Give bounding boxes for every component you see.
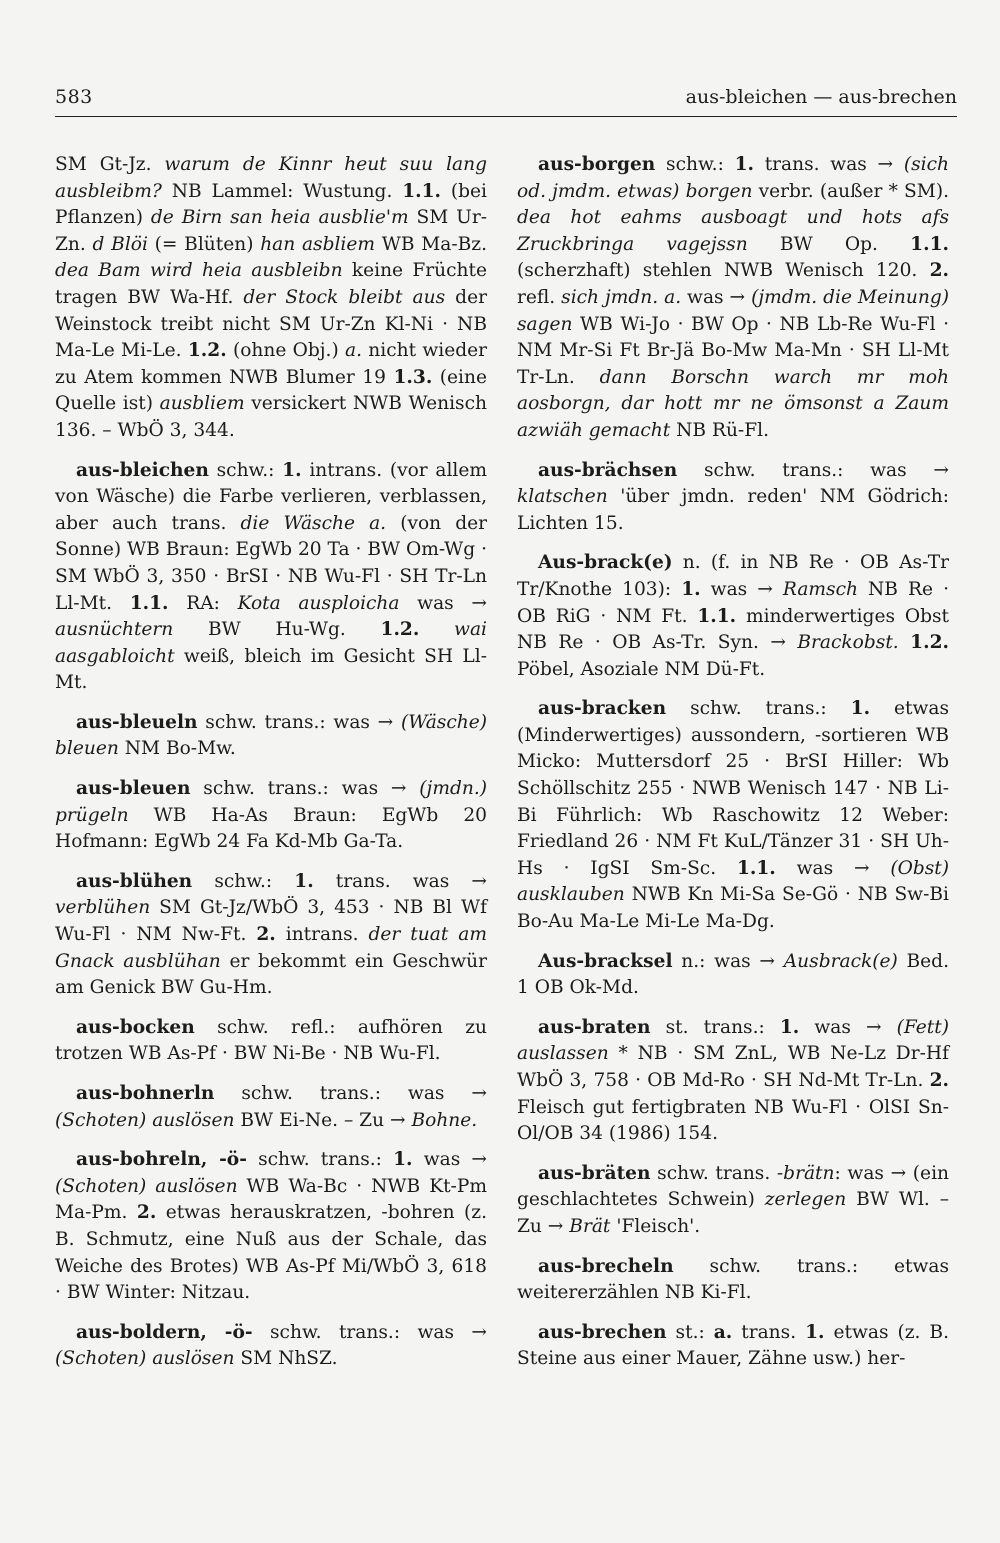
sense-number: 1. [779, 1016, 800, 1038]
entry-text: WB Ha-As Braun: EgWb 20 Hofmann: EgWb 24 Fa Kd-Mb Ga-Ta. [55, 804, 487, 853]
entry-text: Bed. 1 OB Ok-Md. [517, 950, 949, 999]
entry-text: trans. [732, 1321, 806, 1343]
entry-text: (= Blüten) [147, 233, 261, 255]
sense-number: 2. [256, 924, 276, 946]
example-text: dea hot eahms ausboagt und hots afs Zruckbringa vagejssn [517, 207, 949, 255]
sense-number: 2. [929, 1070, 949, 1091]
entry-text: st. trans.: [650, 1016, 780, 1038]
entry-text: (von der Sonne) WB Braun: EgWb 20 Ta · BW Om-Wg · SM WbÖ 3, 350 · BrSI · NB Wu-Fl · SH Tr-Ln Ll-Mt. [55, 512, 488, 614]
example-text: Ausbrack(e) [783, 950, 898, 972]
example-text: Brackobst. [797, 632, 899, 654]
example-text: der tuat am Gnack ausblühan [55, 924, 487, 972]
entry-text: trans. was → [313, 870, 487, 892]
entry-text: Pöbel, Asoziale NM Dü-Ft. [517, 658, 766, 680]
entry-aus-bluehen [55, 869, 487, 1002]
entry-aus-brecheln [517, 1254, 949, 1307]
sense-number: 1. [734, 154, 754, 175]
example-text: klatschen [517, 486, 608, 508]
example-text: ausbliem [159, 393, 245, 415]
entry-text: Fleisch gut fertigbraten NB Wu-Fl · OlSI Sn-Ol/OB 34 (1986) 154. [517, 1096, 949, 1145]
example-text: (jmdn.) prügeln [55, 778, 487, 826]
sense-number: 1.1. [736, 857, 776, 879]
entry-text: WB Wa-Bc · NWB Kt-Pm Ma-Pm. [55, 1175, 487, 1224]
headword: aus-bocken [76, 1016, 195, 1038]
page-number: 583 [55, 86, 93, 108]
entry-aus-bracksel [517, 949, 949, 1002]
entry-text: was → [412, 1149, 487, 1171]
left-column [55, 152, 487, 1386]
entry-text [419, 619, 454, 640]
entry-text: schw. trans.: etwas weitererzählen NB Ki-Fl. [517, 1255, 949, 1304]
entry-text: WB Ma-Bz. [375, 233, 487, 255]
entry-text: schw. trans.: was → [190, 778, 420, 800]
sense-number: 1. [805, 1321, 825, 1343]
headword: aus-bohnerln [76, 1083, 215, 1104]
entry-aus-bleichen [55, 458, 487, 697]
entry-text: schw. trans.: was → [214, 1083, 487, 1104]
entry-text: was → [775, 857, 891, 879]
entry-aus-brechen [517, 1320, 949, 1373]
sense-number: 1. [294, 870, 314, 892]
entry-text: NWB Kn Mi-Sa Se-Gö · NB Sw-Bi Bo-Au Ma-Le Mi-Le Ma-Dg. [517, 884, 949, 933]
entry-aus-bohreln [55, 1147, 487, 1307]
headword: aus-borgen [538, 154, 656, 175]
entry-text: was → [799, 1016, 897, 1038]
entry-text: was → [700, 578, 783, 600]
entry-aus-braeten [517, 1161, 949, 1241]
example-text: han asbliem [260, 233, 375, 255]
example-text: wai aasgabloicht [55, 619, 487, 667]
sense-number: 1. [282, 459, 302, 481]
entry-text: intrans. (vor allem von Wäsche) die Farbe verlieren, verblassen, aber auch trans. [55, 459, 488, 534]
entry-text: BW Ei-Ne. – Zu → [234, 1109, 412, 1131]
sense-number: 1.2. [187, 340, 227, 362]
entry-text: schw. trans.: [666, 698, 851, 720]
entry-text: intrans. [275, 924, 369, 946]
example-text: die Wäsche a. [240, 512, 387, 534]
entry-aus-bocken [55, 1015, 487, 1068]
example-text: Bohne. [411, 1109, 478, 1131]
sense-number: 1.1. [910, 233, 949, 255]
example-text: (Schoten) auslösen [55, 1109, 235, 1131]
entry-text: trans. was → [753, 154, 904, 175]
entry-text: was → [681, 286, 752, 308]
headword: Aus-brack(e) [538, 552, 673, 574]
entry-text: 'Fleisch'. [610, 1215, 701, 1237]
sense-number: 1.2. [910, 632, 949, 654]
entry-text: NB Re · OB RiG · NM Ft. [517, 578, 949, 627]
headword: aus-bräten [538, 1162, 651, 1184]
sense-number: 1. [393, 1149, 413, 1171]
entry-text: schw.: [655, 154, 735, 175]
entry-text: n.: was → [672, 950, 784, 972]
entry-text: * NB · SM ZnL, WB Ne-Lz Dr-Hf WbÖ 3, 758 · OB Md-Ro · SH Nd-Mt Tr-Ln. [517, 1043, 949, 1091]
headword: aus-brechen [538, 1321, 667, 1343]
entry-text: n. (f. in NB Re · OB As-Tr Tr/Knothe 103): [517, 552, 949, 600]
example-text: (Obst) ausklauben [517, 857, 949, 906]
entry-text: WB Wi-Jo · BW Op · NB Lb-Re Wu-Fl · NM Mr-Si Ft Br-Jä Bo-Mw Ma-Mn · SH Ll-Mt Tr-Ln. [517, 313, 949, 388]
entry-text: : was → (ein geschlachtetes Schwein) [517, 1162, 949, 1211]
headword: aus-boldern, -ö- [76, 1321, 253, 1343]
sense-number: 2. [136, 1202, 157, 1224]
example-text: -brätn [776, 1162, 835, 1184]
entry-text: keine Früchte tragen BW Wa-Hf. [55, 260, 487, 308]
sense-number: 1.2. [380, 619, 420, 641]
entry-text: etwas (z. B. Steine aus einer Mauer, Zähne usw.) her- [517, 1321, 949, 1370]
entry-text: NB Rü-Fl. [670, 419, 769, 441]
page-header [55, 86, 957, 117]
entry-text: was → [399, 592, 487, 614]
example-text: sich jmdn. a. [561, 286, 682, 308]
entry-text: (bei Pflanzen) [55, 180, 487, 229]
entry-text: SM NhSZ. [234, 1348, 338, 1370]
entry-aus-bohnerln [55, 1081, 487, 1134]
example-text: a. [345, 340, 363, 362]
headword: Aus-bracksel [538, 950, 673, 972]
entry-text: SM Ur-Zn. [55, 207, 488, 255]
entry-aus-bleiben-cont [55, 152, 487, 445]
entry-text: refl. [517, 286, 562, 308]
example-text: (jmdm. die Meinung) sagen [517, 286, 949, 335]
sense-number: 1.3. [393, 366, 433, 388]
entry-text: schw. trans.: was → [677, 459, 949, 481]
example-text: (sich od. jmdm. etwas) borgen [517, 154, 949, 202]
example-text: der Stock bleibt aus [243, 286, 446, 308]
entry-text: BW Op. [747, 233, 911, 255]
entry-text: NB Lammel: Wustung. [161, 180, 403, 202]
entry-aus-boldern [55, 1320, 487, 1373]
example-text: (Schoten) auslösen [55, 1175, 238, 1197]
entry-text: schw.: [208, 459, 283, 481]
entry-text: der Weinstock treibt nicht SM Ur-Zn Kl-Ni · NB Ma-Le Mi-Le. [55, 286, 487, 362]
entry-text: schw. trans.: was → [252, 1321, 487, 1343]
sense-number: 2. [929, 260, 949, 282]
entry-aus-bleueln [55, 710, 487, 763]
entry-text: schw.: [192, 870, 295, 892]
entry-text: (eine Quelle ist) [55, 366, 487, 415]
entry-text: NM Bo-Mw. [118, 738, 236, 760]
example-text: Ramsch [782, 578, 858, 600]
entry-aus-borgen [517, 152, 949, 445]
headword: aus-bleueln [76, 711, 198, 733]
example-text: d Blöi [92, 233, 148, 255]
headword: aus-bleichen [76, 459, 209, 481]
headword: aus-bohreln, -ö- [76, 1149, 247, 1171]
right-column [517, 152, 949, 1386]
entry-text: 'über jmdn. reden' NM Gödrich: Lichten 15. [517, 486, 949, 534]
entry-aus-braten [517, 1015, 949, 1148]
sense-number: 1.1. [697, 605, 737, 627]
entry-aus-bracken [517, 696, 949, 935]
entry-aus-braechsen [517, 458, 949, 538]
running-head: aus-bleichen — aus-brechen [685, 86, 957, 108]
entry-text: schw. trans.: [246, 1149, 394, 1171]
sense-number: 1. [681, 578, 701, 600]
example-text: warum de Kinnr heut suu lang ausbleibm? [55, 154, 487, 202]
entry-text: SM Gt-Jz. [55, 154, 165, 175]
entry-text: RA: [168, 592, 238, 614]
entry-text: er bekommt ein Geschwür am Genick BW Gu-Hm. [55, 950, 487, 999]
entry-text: (scherzhaft) stehlen NWB Wenisch 120. [517, 260, 930, 282]
example-text: zerlegen [764, 1189, 847, 1211]
example-text: verblühen [55, 897, 151, 919]
headword: aus-bracken [538, 698, 667, 720]
example-text: (Fett) auslassen [517, 1016, 949, 1065]
entry-text: BW Wl. – Zu → [517, 1189, 950, 1237]
entry-text: weiß, bleich im Gesicht SH Ll-Mt. [55, 645, 487, 694]
example-text: de Birn san heia ausblie'm [150, 207, 409, 229]
headword: aus-blühen [76, 870, 193, 892]
sense-number: a. [713, 1321, 733, 1343]
sense-number: 1. [850, 698, 871, 720]
entry-text: schw. trans. [650, 1162, 777, 1184]
example-text: ausnüchtern [55, 619, 174, 641]
sense-number: 1.1. [402, 180, 442, 202]
headword: aus-braten [538, 1016, 651, 1038]
entry-text: minderwertiges Obst NB Re · OB As-Tr. Syn. → [517, 605, 949, 654]
entry-text: BW Hu-Wg. [173, 619, 381, 641]
entry-aus-bleuen [55, 776, 487, 856]
entry-aus-brack [517, 550, 949, 683]
entry-text: schw. trans.: was → [197, 711, 401, 733]
example-text: dann Borschn warch mr moh aosborgn, dar hott mr ne ömsonst a Zaum azwiäh gemacht [517, 366, 949, 441]
example-text: Kota ausploicha [237, 592, 400, 614]
entry-text [899, 632, 910, 653]
example-text: (Schoten) auslösen [55, 1348, 235, 1370]
entry-text: etwas herauskratzen, -bohren (z. B. Schmutz, eine Nuß aus der Schale, das Weiche des Brotes) WB As-Pf Mi/WbÖ 3, 618 · BW Winter: Nitzau. [55, 1202, 487, 1304]
entry-text: schw. refl.: aufhören zu trotzen WB As-Pf · BW Ni-Be · NB Wu-Fl. [55, 1016, 487, 1065]
example-text: (Wäsche) bleuen [55, 711, 487, 760]
entry-text: versickert NWB Wenisch 136. – WbÖ 3, 344. [55, 393, 487, 441]
entry-text: st.: [666, 1321, 714, 1343]
sense-number: 1.1. [129, 592, 169, 614]
headword: aus-bleuen [76, 778, 191, 800]
entry-text: etwas (Minderwertiges) aussondern, -sortieren WB Micko: Muttersdorf 25 · BrSI Hiller: Wb Schöllschitz 255 · NWB Wenisch 147 · NB Li-Bi Führlich: Wb Raschowitz 12 Weber: Friedland 26 · NM Ft KuL/Tänzer 31 · SH Uh-Hs · IgSI Sm-Sc. [517, 698, 949, 879]
headword: aus-brächsen [538, 459, 678, 481]
entry-text: nicht wieder zu Atem kommen NWB Blumer 19 [55, 340, 488, 388]
entry-text: verbr. (außer * SM). [752, 180, 949, 202]
entry-text: (ohne Obj.) [226, 340, 346, 362]
headword: aus-brecheln [538, 1255, 674, 1277]
entry-text: SM Gt-Jz/WbÖ 3, 453 · NB Bl Wf Wu-Fl · NM Nw-Ft. [55, 897, 487, 946]
example-text: Brät [569, 1215, 611, 1237]
example-text: dea Bam wird heia ausbleibn [55, 260, 343, 282]
